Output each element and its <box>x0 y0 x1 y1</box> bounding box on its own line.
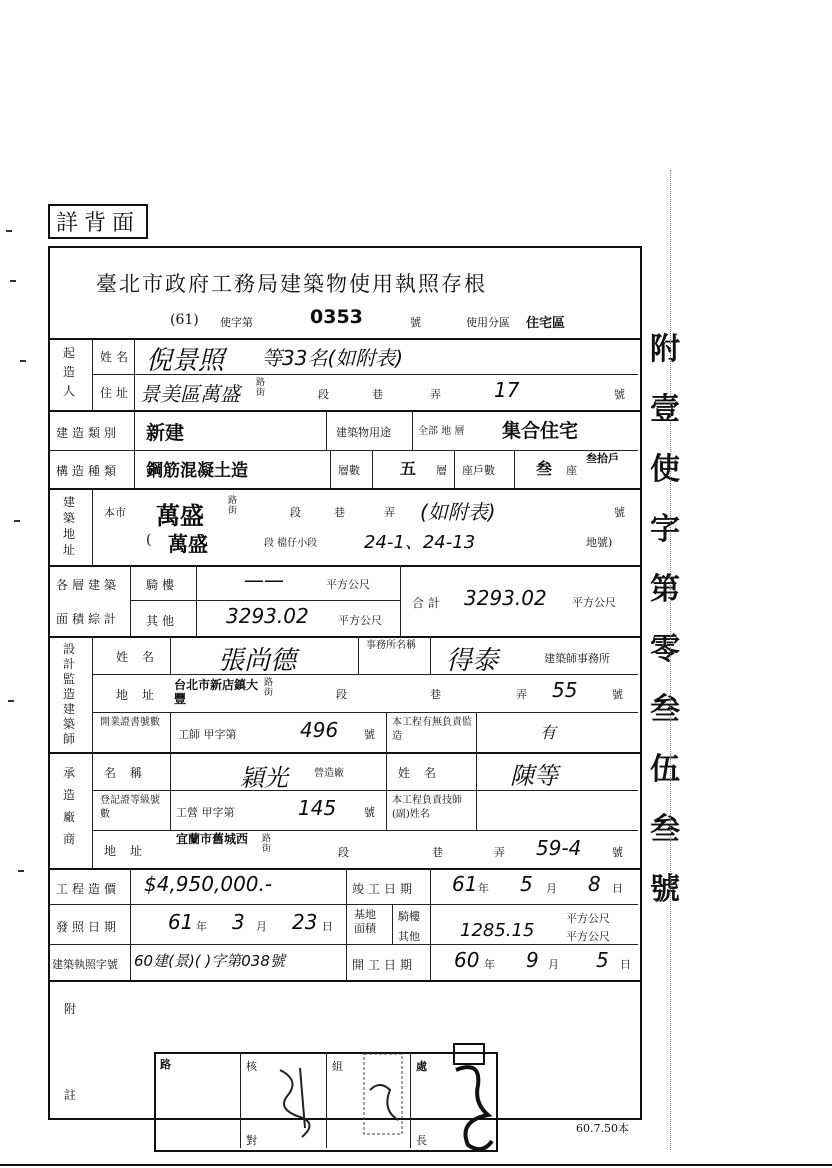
site-section-unit: 段 <box>290 506 301 519</box>
architect-address-label: 地址 <box>116 688 169 702</box>
contractor-person-label: 姓名 <box>398 766 451 780</box>
contractor-address-value: 宜蘭市舊城西 <box>176 832 249 846</box>
start-year-unit: 年 <box>484 958 495 971</box>
footer-code: 60.7.50本 <box>576 1122 629 1135</box>
right-char-3: 使 <box>650 452 680 487</box>
floors-label: 層數 <box>338 464 360 477</box>
right-char-2: 壹 <box>650 392 680 427</box>
issue-day-unit: 日 <box>322 920 333 933</box>
area-other-label: 其他 <box>146 614 179 628</box>
use-floor: 全部 地 層 <box>418 426 465 437</box>
site-extra: (如附表) <box>420 500 496 524</box>
issue-month-unit: 月 <box>256 920 267 933</box>
issue-year-unit: 年 <box>196 920 207 933</box>
notes-label-1: 附 <box>64 1002 81 1016</box>
header-box-label: 詳背面 <box>48 204 148 239</box>
owner-section-label: 起造人 <box>62 346 75 398</box>
architect-name-value: 張尚德 <box>218 646 297 676</box>
architect-license-number: 496 <box>300 718 339 742</box>
cost-value: $4,950,000.- <box>144 872 273 896</box>
contractor-reg-label: 登記證等級號數 <box>100 795 160 820</box>
zone-value: 住宅區 <box>526 316 566 331</box>
bottom-scan-edge <box>0 1164 832 1166</box>
permit-prefix: 使字第 <box>220 316 253 329</box>
right-char-4: 字 <box>650 512 680 547</box>
site-no-unit: 號 <box>614 506 625 519</box>
contractor-reg-prefix: 工營 甲字第 <box>176 806 235 819</box>
site-area-arcade-unit: 平方公尺 <box>566 912 610 925</box>
site-section-label: 建築地址 <box>62 495 75 557</box>
owner-address-section-unit: 段 <box>318 388 329 401</box>
site-line2-suffix: 地號) <box>586 536 613 549</box>
issue-day: 23 <box>292 910 318 934</box>
architect-address-value: 台北市新店鎮大豐 <box>174 678 259 706</box>
architect-no-unit: 號 <box>612 688 623 701</box>
area-total-unit: 平方公尺 <box>572 596 616 609</box>
architect-office-suffix: 建築師事務所 <box>544 652 610 665</box>
owner-address-no-unit: 號 <box>614 388 625 401</box>
owner-name-label: 姓名 <box>100 350 133 364</box>
start-day: 5 <box>596 948 609 972</box>
site-line2-district: 萬盛 <box>168 532 208 556</box>
structure-label: 構造種類 <box>56 464 121 478</box>
stamp-cell-1: 路 <box>160 1058 171 1071</box>
start-year: 60 <box>454 948 480 972</box>
seal-scribble-3 <box>446 1040 496 1150</box>
completion-month: 5 <box>520 872 533 896</box>
architect-office-label: 事務所名稱 <box>366 640 416 651</box>
contractor-alley-unit: 弄 <box>494 846 505 859</box>
seal-scribble-1 <box>270 1060 330 1146</box>
architect-supervise-value: 有 <box>540 723 557 742</box>
architect-address-number: 55 <box>552 678 578 702</box>
right-char-8: 伍 <box>650 752 680 787</box>
seal-scribble-2 <box>360 1050 406 1140</box>
scan-noise <box>18 870 24 872</box>
area-label-1: 各層建築 <box>56 578 121 592</box>
contractor-section-unit: 段 <box>338 846 349 859</box>
contractor-name-suffix: 營造廠 <box>314 768 344 779</box>
structure-value: 鋼筋混凝土造 <box>146 461 248 481</box>
completion-label: 竣工日期 <box>352 882 417 896</box>
households-label: 座戶數 <box>462 464 495 477</box>
right-char-5: 第 <box>650 572 680 607</box>
cost-label: 工程造價 <box>56 882 121 896</box>
contractor-reg-suffix: 號 <box>364 806 375 819</box>
completion-month-unit: 月 <box>546 882 557 895</box>
area-arcade-label: 騎樓 <box>146 578 179 592</box>
area-arcade-unit: 平方公尺 <box>326 578 370 591</box>
issue-month: 3 <box>232 910 245 934</box>
stamp-cell-3: 組 <box>332 1060 343 1073</box>
households-unit: 座 <box>566 464 577 477</box>
area-total-value: 3293.02 <box>464 586 547 610</box>
contractor-address-number: 59-4 <box>536 836 582 860</box>
owner-address-road-unit: 路街 <box>256 378 266 398</box>
site-line2-lots: 24-1、24-13 <box>364 532 476 553</box>
architect-license-label: 開業證書號數 <box>100 717 160 728</box>
start-day-unit: 日 <box>620 958 631 971</box>
contractor-no-unit: 號 <box>612 846 623 859</box>
notes-label-2: 註 <box>64 1088 81 1102</box>
form-title: 臺北市政府工務局建築物使用執照存根 <box>96 272 487 296</box>
permit-year: (61) <box>170 312 199 328</box>
scan-noise <box>8 700 14 702</box>
contractor-section-label: 承造廠商 <box>62 766 75 846</box>
issue-label: 發照日期 <box>56 920 121 934</box>
site-area-other-unit: 平方公尺 <box>566 930 610 943</box>
architect-lane-unit: 巷 <box>430 688 441 701</box>
right-char-6: 零 <box>650 632 680 667</box>
completion-year-unit: 年 <box>478 882 489 895</box>
owner-address-label: 住址 <box>100 386 133 400</box>
contractor-engineer-label: 本工程負責技師(副)姓名 <box>392 795 462 820</box>
contractor-lane-unit: 巷 <box>432 846 443 859</box>
floors-unit: 層 <box>436 464 447 477</box>
building-permit-label: 建築執照字號 <box>52 958 118 971</box>
scan-noise <box>20 360 26 362</box>
architect-alley-unit: 弄 <box>516 688 527 701</box>
issue-year: 61 <box>168 910 194 934</box>
start-month-unit: 月 <box>548 958 559 971</box>
floors-value: 五 <box>400 459 417 478</box>
site-area-other-label: 其他 <box>398 930 420 943</box>
owner-name-value: 倪景照 <box>146 346 225 376</box>
stamp-cell-4: 處 <box>416 1060 427 1073</box>
scan-noise <box>10 280 16 282</box>
architect-office-value: 得泰 <box>446 646 499 676</box>
right-char-10: 號 <box>650 872 680 907</box>
permit-number: 0353 <box>310 306 363 328</box>
zone-label: 使用分區 <box>466 316 510 329</box>
completion-day: 8 <box>588 872 601 896</box>
site-line2-section: 段 檔仔小段 <box>264 538 318 549</box>
right-char-7: 叁 <box>650 692 680 727</box>
owner-address-number: 17 <box>494 378 520 402</box>
scan-edge <box>670 170 671 1150</box>
architect-road-unit: 路街 <box>264 678 274 698</box>
completion-day-unit: 日 <box>612 882 623 895</box>
scan-noise <box>6 230 12 232</box>
completion-year: 61 <box>452 872 478 896</box>
area-other-value: 3293.02 <box>226 604 309 628</box>
owner-address-alley-unit: 弄 <box>430 388 441 401</box>
area-label-2: 面積綜計 <box>56 612 121 626</box>
contractor-reg-number: 145 <box>298 796 337 820</box>
start-label: 開工日期 <box>352 958 417 972</box>
site-area-arcade-label: 騎樓 <box>398 910 420 923</box>
site-alley-unit: 弄 <box>384 506 395 519</box>
site-city: 本市 <box>104 506 126 519</box>
contractor-name-value: 穎光 <box>240 764 288 792</box>
area-other-unit: 平方公尺 <box>338 614 382 627</box>
owner-address-value: 景美區萬盛 <box>140 382 240 406</box>
site-area-other-value: 1285.15 <box>460 920 535 941</box>
category-value: 新建 <box>146 422 185 444</box>
permit-suffix: 號 <box>410 316 421 329</box>
site-line2-prefix: ( <box>146 532 152 548</box>
right-char-1: 附 <box>650 332 680 367</box>
contractor-person-value: 陳等 <box>510 762 558 790</box>
use-value: 集合住宅 <box>502 420 579 442</box>
area-total-label: 合計 <box>412 596 445 610</box>
area-arcade-value: —— <box>244 568 284 592</box>
scan-noise <box>14 520 20 522</box>
site-area-label: 基地面積 <box>354 908 376 935</box>
site-road-unit: 路街 <box>228 496 238 516</box>
category-label: 建造類別 <box>56 426 121 440</box>
architect-license-prefix: 工師 甲字第 <box>178 728 237 741</box>
architect-section-label: 設計監造建築師 <box>62 642 75 746</box>
owner-address-lane-unit: 巷 <box>372 388 383 401</box>
right-char-9: 叁 <box>650 812 680 847</box>
households-value2: 叁拾戶 <box>586 452 619 465</box>
households-value: 叁 <box>536 459 553 478</box>
contractor-road-unit: 路街 <box>262 834 272 854</box>
site-lane-unit: 巷 <box>334 506 345 519</box>
stamp-cell-bottom-2: 長 <box>416 1134 427 1147</box>
owner-name-extra: 等33名(如附表) <box>262 346 404 370</box>
start-month: 9 <box>526 948 539 972</box>
stamp-cell-bottom-1: 對 <box>246 1134 257 1147</box>
architect-license-suffix: 號 <box>364 728 375 741</box>
architect-section-unit: 段 <box>336 688 347 701</box>
architect-name-label: 姓名 <box>116 650 169 664</box>
contractor-address-label: 地址 <box>104 844 157 858</box>
contractor-name-label: 名稱 <box>104 766 157 780</box>
site-district: 萬盛 <box>156 502 204 530</box>
building-permit-value: 60建(景)( )字第038號 <box>134 952 285 970</box>
stamp-cell-2: 核 <box>246 1060 257 1073</box>
architect-supervise-label: 本工程有無負責監造 <box>392 717 472 742</box>
use-label: 建築物用途 <box>336 426 391 439</box>
